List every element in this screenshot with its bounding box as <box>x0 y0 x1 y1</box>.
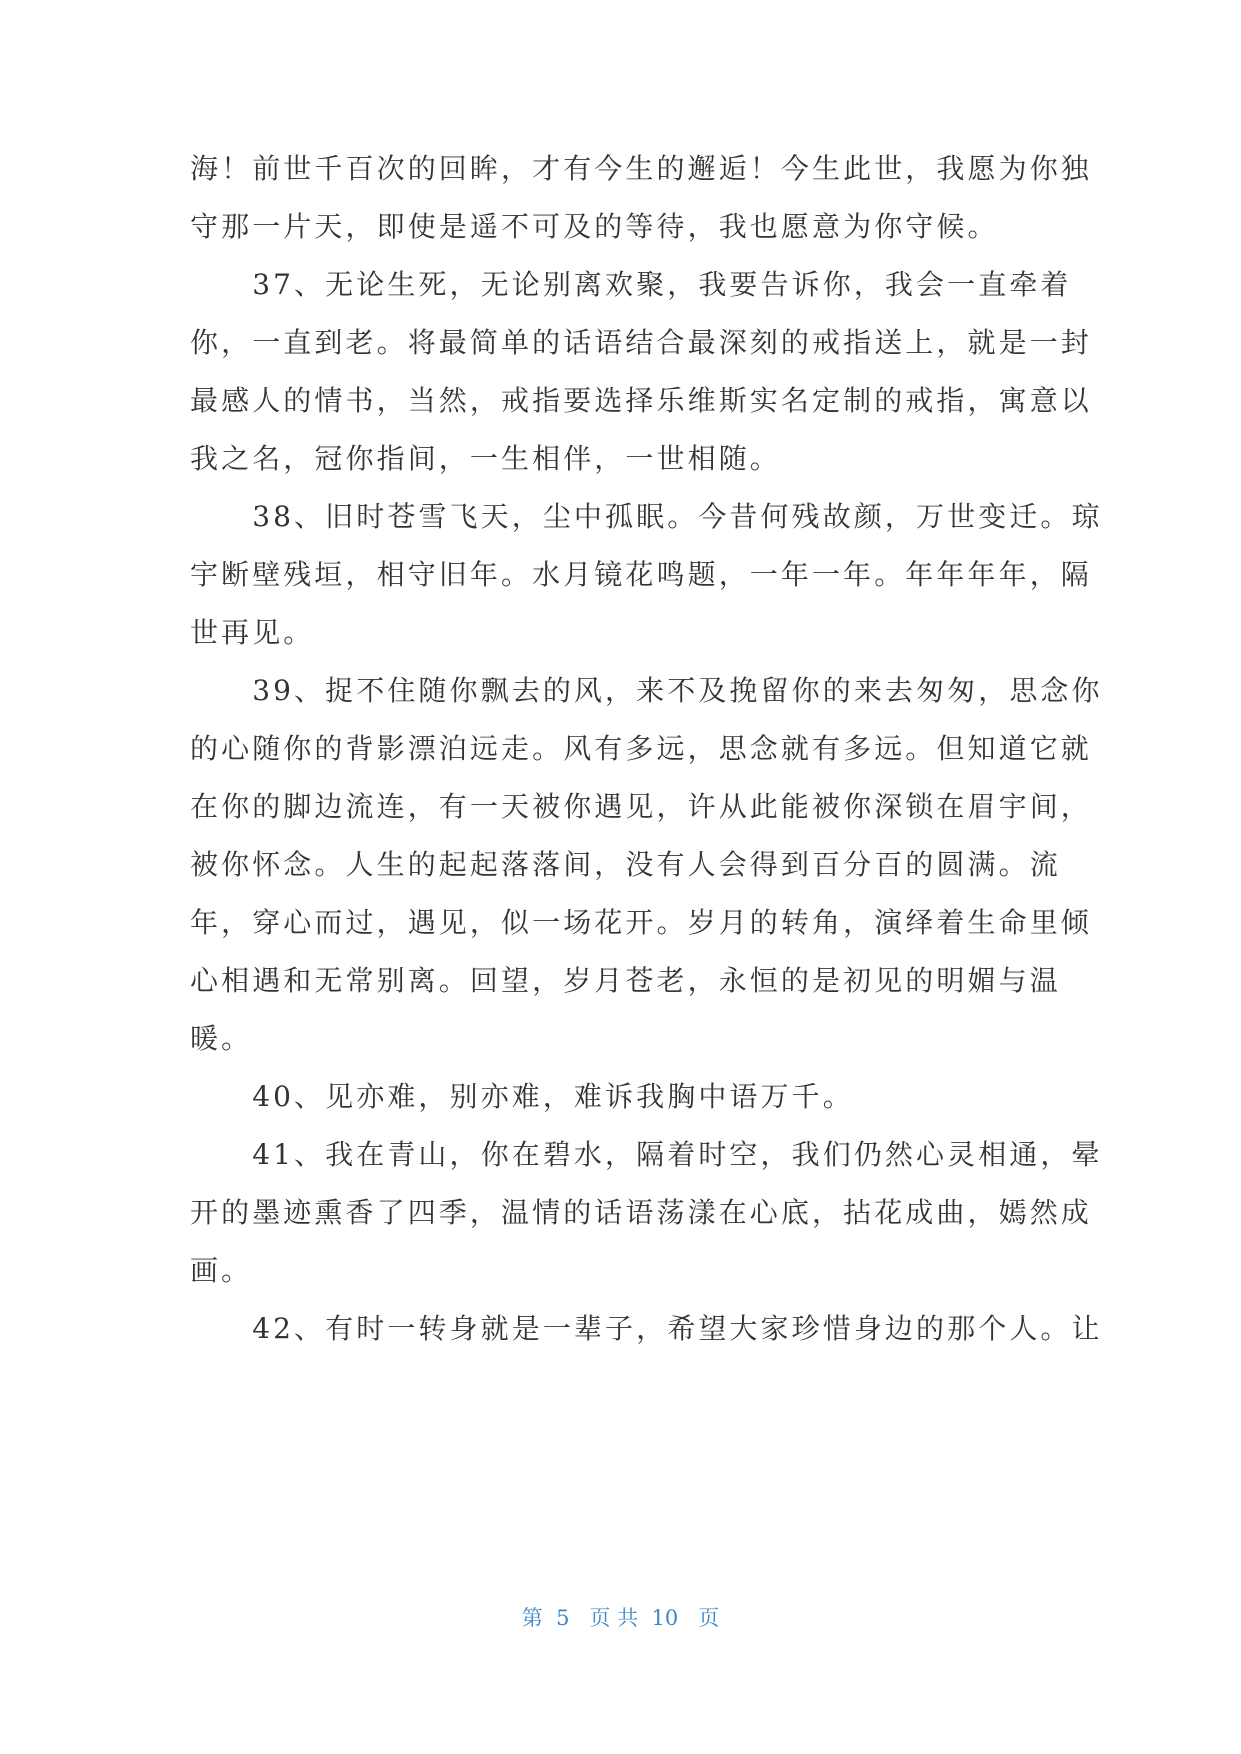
text-line: 我之名，冠你指间，一生相伴，一世相随。 <box>190 442 781 475</box>
text-line: 年，穿心而过，遇见，似一场花开。岁月的转角，演绎着生命里倾 <box>190 906 1092 939</box>
text-line: 暖。 <box>190 1022 253 1055</box>
text-line: 守那一片天，即使是遥不可及的等待，我也愿意为你守候。 <box>190 210 999 243</box>
text-line: 38、旧时苍雪飞天，尘中孤眠。今昔何残故颜，万世变迁。琼 <box>190 500 1103 533</box>
text-line: 被你怀念。人生的起起落落间，没有人会得到百分百的圆满。流 <box>190 848 1061 881</box>
text-line: 画。 <box>190 1254 253 1287</box>
text-line: 海！前世千百次的回眸，才有今生的邂逅！今生此世，我愿为你独 <box>190 152 1092 185</box>
text-line: 的心随你的背影漂泊远走。风有多远，思念就有多远。但知道它就 <box>190 732 1092 765</box>
text-line: 宇断壁残垣，相守旧年。水月镜花鸣题，一年一年。年年年年，隔 <box>190 558 1092 591</box>
text-line: 最感人的情书，当然，戒指要选择乐维斯实名定制的戒指，寓意以 <box>190 384 1092 417</box>
text-line: 37、无论生死，无论别离欢聚，我要告诉你，我会一直牵着 <box>190 268 1072 301</box>
text-line: 世再见。 <box>190 616 315 649</box>
text-line: 39、捉不住随你飘去的风，来不及挽留你的来去匆匆，思念你 <box>190 674 1103 707</box>
text-line: 心相遇和无常别离。回望，岁月苍老，永恒的是初见的明媚与温 <box>190 964 1061 997</box>
text-line: 42、有时一转身就是一辈子，希望大家珍惜身边的那个人。让 <box>190 1312 1103 1345</box>
text-line: 40、见亦难，别亦难，难诉我胸中语万千。 <box>190 1080 854 1113</box>
text-line: 你，一直到老。将最简单的话语结合最深刻的戒指送上，就是一封 <box>190 326 1092 359</box>
text-line: 41、我在青山，你在碧水，隔着时空，我们仍然心灵相通，晕 <box>190 1138 1103 1171</box>
text-line: 在你的脚边流连，有一天被你遇见，许从此能被你深锁在眉宇间， <box>190 790 1092 823</box>
text-line: 开的墨迹熏香了四季，温情的话语荡漾在心底，拈花成曲，嫣然成 <box>190 1196 1092 1229</box>
page-number-footer: 第 5 页 共 10 页 <box>521 1606 720 1630</box>
